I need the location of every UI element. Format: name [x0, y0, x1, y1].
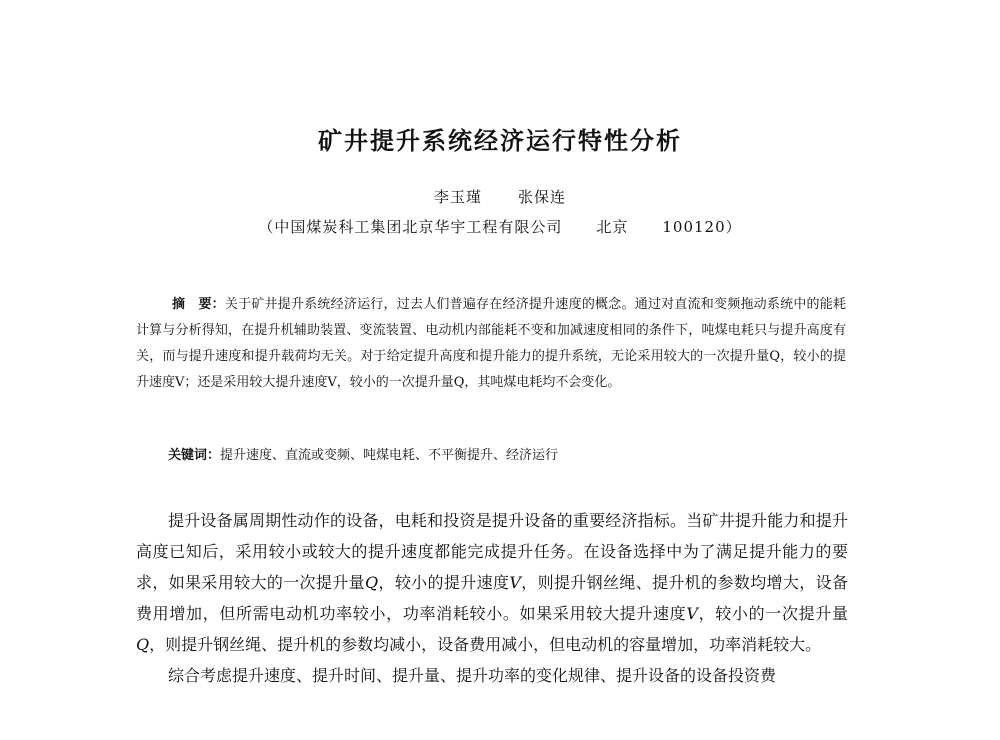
author-2: 张保连 [518, 188, 567, 206]
abstract [136, 292, 846, 396]
body-p1-part-c: ，则提升钢丝绳、提升机的参数均增大，设备费用增加，但所需电动机功率较小，功率消耗较小。如果采用较大提升速度 [136, 573, 848, 623]
affiliation [0, 216, 1000, 237]
body-text [136, 505, 848, 691]
body-p1-part-d: ，较小的一次提升量 [697, 604, 848, 623]
affiliation-org: 中国煤炭科工集团北京华宇工程有限公司 [274, 218, 563, 236]
symbol-q: Q [136, 635, 150, 654]
body-paragraph-2: 综合考虑提升速度、提升时间、提升量、提升功率的变化规律、提升设备的设备投资费 [168, 666, 777, 685]
body-paragraph-1 [136, 505, 848, 660]
affiliation-open-paren: （ [258, 218, 275, 236]
authors [0, 186, 1000, 207]
keywords-text: 提升速度、直流或变频、吨煤电耗、不平衡提升、经济运行 [220, 448, 559, 463]
keywords [168, 446, 558, 466]
body-p1-part-a: 提升设备属周期性动作的设备，电耗和投资是提升设备的重要经济指标。当矿井提升能力和提升高度已知后，采用较小或较大的提升速度都能完成提升任务。在设备选择中为了满足提升能力的要求，如果采用较大的一次提升量 [136, 511, 848, 592]
abstract-text: 关于矿井提升系统经济运行，过去人们普遍存在经济提升速度的概念。通过对直流和变频拖动系统中的能耗计算与分析得知，在提升机辅助装置、变流装置、电动机内部能耗不变和加减速度相同的条件下，吨煤电耗只与提升高度有关，而与提升速度和提升载荷均无关。对于给定提升高度和提升能力的提升系统，无论采用较大的一次提升量Q，较小的提升速度V；还是采用较大提升速度V，较小的一次提升量Q，其吨煤电耗均不会变化。 [136, 297, 846, 390]
symbol-v: V [509, 573, 521, 592]
body-p1-part-e: ，则提升钢丝绳、提升机的参数均减小，设备费用减小，但电动机的容量增加，功率消耗较大。 [149, 635, 822, 654]
affiliation-close-paren: ） [725, 218, 742, 236]
affiliation-city: 北京 [596, 218, 629, 236]
keywords-label: 关键词： [168, 448, 221, 463]
affiliation-zip: 100120 [662, 218, 726, 236]
symbol-v: V [686, 604, 698, 623]
author-1: 李玉瑾 [433, 188, 482, 206]
symbol-q: Q [364, 573, 379, 592]
abstract-label: 摘 要： [172, 297, 225, 312]
body-p1-part-b: ，较小的提升速度 [378, 573, 510, 592]
paper-title: 矿井提升系统经济运行特性分析 [318, 127, 682, 155]
